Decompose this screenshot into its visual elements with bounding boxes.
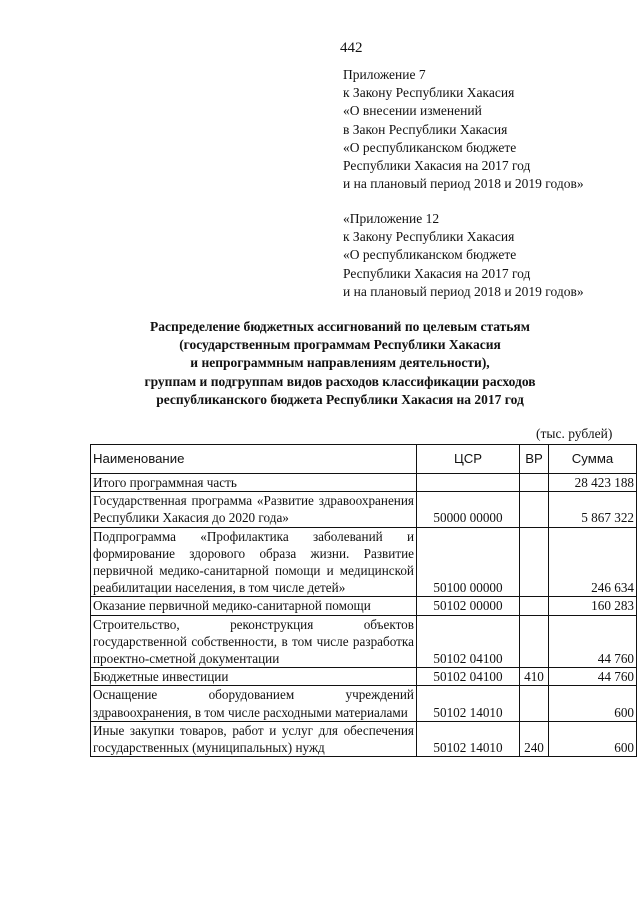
header-name: Наименование [91, 445, 417, 474]
appendix-line: Приложение 7 [343, 67, 426, 82]
row-vr [520, 474, 549, 492]
row-csr: 50102 04100 [417, 615, 520, 668]
row-csr: 50102 04100 [417, 668, 520, 686]
row-name: Оказание первичной медико-санитарной помощи [91, 597, 417, 615]
row-sum: 44 760 [549, 615, 637, 668]
row-sum: 28 423 188 [549, 474, 637, 492]
table-row [91, 474, 637, 492]
row-vr [520, 527, 549, 597]
title-line: Распределение бюджетных ассигнований по целевым статьям [150, 319, 530, 334]
appendix-line: к Закону Республики Хакасия [343, 229, 515, 245]
appendix-current-reference [343, 66, 584, 193]
row-sum: 600 [549, 721, 637, 756]
table-row [91, 597, 637, 615]
row-sum: 160 283 [549, 597, 637, 615]
row-name: Бюджетные инвестиции [91, 668, 417, 686]
row-vr [520, 615, 549, 668]
header-vr: ВР [520, 445, 549, 474]
header-csr: ЦСР [417, 445, 520, 474]
row-name: Итого программная часть [91, 474, 417, 492]
appendix-line: в Закон Республики Хакасия [343, 121, 508, 137]
appendix-line: и на плановый период 2018 и 2019 годов» [343, 176, 584, 192]
row-vr: 410 [520, 668, 549, 686]
row-name: Оснащение оборудованием учреждений здравоохранения, в том числе расходными материалами [91, 686, 417, 721]
row-sum: 246 634 [549, 527, 637, 597]
table-row [91, 668, 637, 686]
table-row [91, 492, 637, 527]
row-sum: 44 760 [549, 668, 637, 686]
appendix-line: и на плановый период 2018 и 2019 годов» [343, 283, 584, 299]
row-csr: 50000 00000 [417, 492, 520, 527]
table-row [91, 686, 637, 721]
row-vr [520, 686, 549, 721]
appendix-line: Республики Хакасия на 2017 год [343, 158, 531, 174]
row-sum: 600 [549, 686, 637, 721]
title-line: (государственным программам Республики Хакасия [179, 337, 501, 353]
budget-table [90, 444, 637, 757]
title-line: республиканского бюджета Республики Хакасия на 2017 год [156, 391, 524, 407]
table-row [91, 721, 637, 756]
document-title [80, 318, 600, 409]
table-row [91, 615, 637, 668]
row-vr: 240 [520, 721, 549, 756]
table-header-row [91, 445, 637, 474]
row-name: Строительство, реконструкция объектов государственной собственности, в том числе разработка проектно-сметной документации [91, 615, 417, 668]
row-csr: 50100 00000 [417, 527, 520, 597]
row-name: Подпрограмма «Профилактика заболеваний и формирование здорового образа жизни. Развитие первичной медико-санитарной помощи и медицинской реабилитации населения, в том числе детей» [91, 527, 417, 597]
appendix-original-reference [343, 210, 584, 301]
title-line: и непрограммным направлениям деятельности), [190, 355, 490, 371]
appendix-line: «Приложение 12 [343, 211, 440, 226]
row-csr: 50102 00000 [417, 597, 520, 615]
page-number: 442 [340, 40, 363, 56]
title-line: группам и подгруппам видов расходов классификации расходов [144, 373, 536, 389]
appendix-line: Республики Хакасия на 2017 год [343, 265, 531, 281]
appendix-line: «О республиканском бюджете [343, 247, 517, 263]
row-vr [520, 597, 549, 615]
row-name: Государственная программа «Развитие здравоохранения Республики Хакасия до 2020 года» [91, 492, 417, 527]
row-vr [520, 492, 549, 527]
units-label: (тыс. рублей) [536, 426, 613, 441]
appendix-line: «О внесении изменений [343, 103, 482, 119]
row-csr [417, 474, 520, 492]
row-name: Иные закупки товаров, работ и услуг для обеспечения государственных (муниципальных) нужд [91, 721, 417, 756]
header-sum: Сумма [549, 445, 637, 474]
table-row [91, 527, 637, 597]
row-csr: 50102 14010 [417, 686, 520, 721]
row-csr: 50102 14010 [417, 721, 520, 756]
row-sum: 5 867 322 [549, 492, 637, 527]
appendix-line: к Закону Республики Хакасия [343, 85, 515, 101]
appendix-line: «О республиканском бюджете [343, 139, 517, 155]
